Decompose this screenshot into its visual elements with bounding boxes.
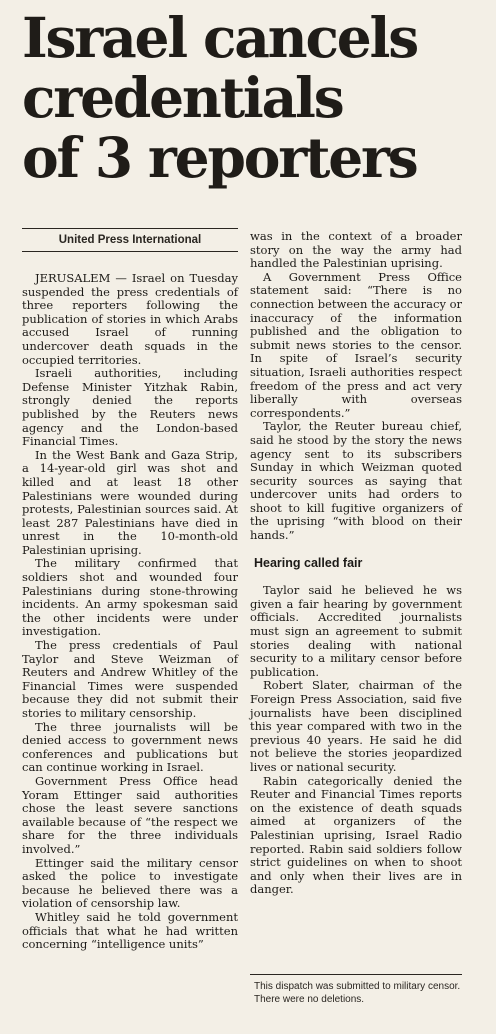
paragraph: Israeli authorities, including Defense Minister Yitzhak Rabin, strongly denied the reports published by the Reuters news agency and the London-based Financial Times. [22, 366, 238, 449]
article-column-2 [250, 230, 462, 897]
paragraph: A Government Press Office statement said: “There is no connection between the accuracy or inaccuracy of the information published and the obligation to submit news stories to the censor. In spite of Israel’s security situation, Israeli authorities respect freedom of the press and act very liberally with overseas correspondents.” [250, 269, 463, 420]
paragraph: Taylor, the Reuter bureau chief, said he stood by the story the news agency sent to its subscribers Sunday in which Weizman quoted security sources as saying that undercover units had orders to shoot to kill fugitive organizers of the uprising “with blood on their hands.” [250, 419, 462, 543]
byline-rule-top [22, 228, 238, 229]
paragraph: Robert Slater, chairman of the Foreign Press Association, said five journalists have been disciplined this year compared with two in the previous 40 years. He said he did not believe the stories jeopardized lives or national security. [250, 678, 462, 774]
paragraph: Taylor said he believed he ws given a fair hearing by government officials. Accredited journalists must sign an agreement to submit stories dealing with national security to a military censor before publication. [250, 583, 462, 679]
paragraph: The three journalists will be denied access to government news conferences and publications but can continue working in Israel. [22, 719, 238, 775]
headline-line-3: of 3 reporters [22, 125, 417, 190]
headline-line-2: credentials [22, 65, 343, 130]
paragraph: Government Press Office head Yoram Ettinger said authorities chose the least severe sanctions available because of “the respect we share for the three individuals involved.” [22, 773, 238, 856]
paragraph: Rabin categorically denied the Reuter and Financial Times reports on the existence of death squads aimed at organizers of the Palestinian uprising, Israel Radio reported. Rabin said soldiers follow strict guidelines on when to shoot and only when their lives are in danger. [250, 773, 462, 897]
dispatch-note-rule [250, 974, 462, 975]
dispatch-note: This dispatch was submitted to military censor. There were no deletions. [254, 981, 461, 1005]
paragraph: Whitley said he told government officials that what he had written concerning “intelligence units” [22, 909, 238, 952]
paragraph: The press credentials of Paul Taylor and Steve Weizman of Reuters and Andrew Whitley of the Financial Times were suspended because they did not submit their stories to military censorship. [22, 638, 238, 720]
paragraph: was in the context of a broader story on the way the army had handled the Palestinian uprising. [250, 229, 462, 271]
headline-line-1: Israel cancels [22, 5, 417, 70]
paragraph: JERUSALEM — Israel on Tuesday suspended the press credentials of three reporters following the publication of stories in which Arabs accused Israel of running undercover death squads in the occupied territories. [22, 271, 238, 367]
article-column-1 [22, 272, 238, 952]
paragraph: The military confirmed that soldiers shot and wounded four Palestinians during stone-throwing incidents. An army spokesman said the other incidents were under investigation. [22, 556, 238, 639]
byline-rule-bottom [22, 251, 238, 252]
headline [22, 5, 462, 190]
byline: United Press International [58, 234, 202, 246]
subhead: Hearing called fair [254, 555, 363, 570]
paragraph: Ettinger said the military censor asked the police to investigate because he believed there was a violation of censorship law. [22, 855, 238, 911]
paragraph: In the West Bank and Gaza Strip, a 14-year-old girl was shot and killed and at least 18 other Palestinians were wounded during protests, Palestinian sources said. At least 287 Palestinians have died in unrest in the 10-month-old Palestinian uprising. [22, 447, 238, 557]
